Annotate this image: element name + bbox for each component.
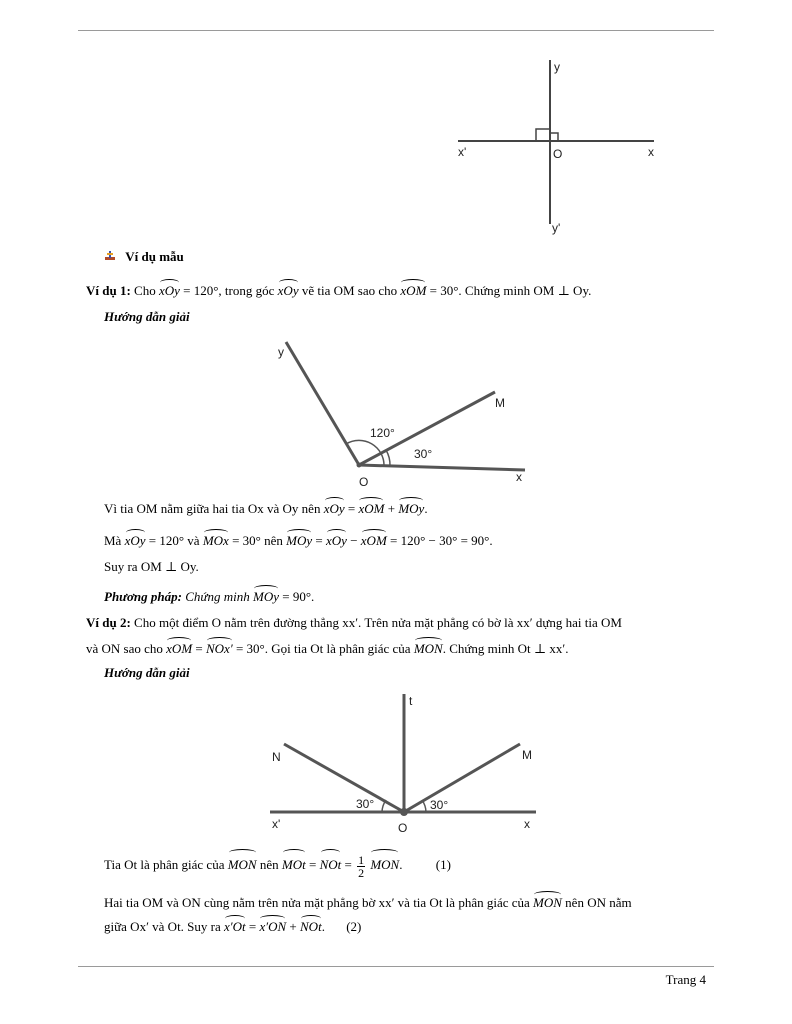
fraction-numerator: 1 xyxy=(358,852,365,867)
method-value: = 90°. xyxy=(282,589,315,604)
angle-xom: xOM xyxy=(358,501,385,516)
guide-label-1: Hướng dẫn giải xyxy=(104,309,190,324)
angle-moy: MOy xyxy=(398,501,425,516)
angle-mon: MON xyxy=(533,895,562,910)
angle-xprime-on: x′ON xyxy=(259,919,287,934)
fig3-label-o: O xyxy=(398,821,408,835)
example2-line2 xyxy=(86,640,568,658)
fig1-label-o: O xyxy=(553,147,563,161)
angle-moy: MOy xyxy=(286,533,313,548)
fig1-label-x: x xyxy=(648,145,654,159)
example1-text: = 30°. Chứng minh OM ⊥ Oy. xyxy=(429,283,592,298)
header-rule xyxy=(78,30,714,31)
plus-sign: + xyxy=(387,501,396,516)
solution1-line2 xyxy=(104,532,493,550)
angle-xom: xOM xyxy=(166,641,193,656)
equals-sign: = xyxy=(248,919,257,934)
angle-xprime-ot: x′Ot xyxy=(224,919,246,934)
angle-xoy: xOy xyxy=(277,283,299,298)
fig1-label-yprime: y' xyxy=(552,221,561,235)
angle-mon: MON xyxy=(413,641,443,656)
angle-mon: MON xyxy=(228,852,257,878)
example2-text: . Chứng minh Ot ⊥ xx′. xyxy=(442,641,569,656)
equals-sign: = xyxy=(195,641,203,656)
angle-xoy: xOy xyxy=(323,501,345,516)
equation-number-1: (1) xyxy=(435,857,451,872)
example2-line1 xyxy=(86,614,622,632)
plus-sign: + xyxy=(289,919,297,934)
angle-not: NOt xyxy=(300,919,322,934)
equals-sign: = xyxy=(315,533,323,548)
solution2-line2 xyxy=(104,894,632,912)
equals-sign: = xyxy=(344,857,352,872)
fraction-denominator: 2 xyxy=(358,865,365,880)
fig2-label-o: O xyxy=(359,475,369,489)
fig1-label-y: y xyxy=(554,60,560,74)
fig3-label-xprime: x' xyxy=(272,817,281,831)
solution2-line1 xyxy=(104,852,451,879)
solution1-line1 xyxy=(104,500,428,518)
solution-text: Vì tia OM nằm giữa hai tia Ox và Oy nên xyxy=(104,501,321,516)
angle-mot: MOt xyxy=(282,852,306,878)
angle-xoy: xOy xyxy=(158,283,180,298)
example2-text: = 30°. Gọi tia Ot là phân giác của xyxy=(235,641,411,656)
angle-not: NOt xyxy=(320,852,342,878)
equation-number-2: (2) xyxy=(346,919,362,934)
footer-rule xyxy=(78,966,714,967)
section-title-text: Ví dụ mẫu xyxy=(125,249,184,264)
solution-text: Mà xyxy=(104,533,122,548)
example1-text: vẽ tia OM sao cho xyxy=(301,283,398,298)
solution-text: Tia Ot là phân giác của xyxy=(104,857,225,872)
fig2-label-m: M xyxy=(495,396,505,410)
guide-label-2: Hướng dẫn giải xyxy=(104,665,190,680)
angle-mon: MON xyxy=(370,852,399,878)
period: . xyxy=(399,857,403,872)
angle-xom: xOM xyxy=(400,283,427,298)
fig3-label-x: x xyxy=(524,817,530,831)
example1-text: Cho xyxy=(134,283,156,298)
angle-moy: MOy xyxy=(253,589,279,604)
fig2-label-x: x xyxy=(516,470,522,484)
period: . xyxy=(424,501,428,516)
minus-sign: − xyxy=(350,533,358,548)
equals-sign: = xyxy=(347,501,356,516)
angle-xoy: xOy xyxy=(124,533,146,548)
fig2-label-120: 120° xyxy=(370,426,395,440)
figure-perpendicular-lines xyxy=(440,52,680,242)
fig3-label-m: M xyxy=(522,748,532,762)
fig3-label-n: N xyxy=(272,750,281,764)
fig3-label-30-right: 30° xyxy=(430,798,449,812)
example1-text: = 120°, trong góc xyxy=(183,283,275,298)
angle-xom: xOM xyxy=(360,533,387,548)
example2-text: và ON sao cho xyxy=(86,641,163,656)
bookmark-icon xyxy=(104,249,116,261)
solution-text: Hai tia OM và ON cùng nằm trên nửa mặt phẳng bờ xx′ và tia Ot là phân giác của xyxy=(104,895,530,910)
method-label: Phương pháp: xyxy=(104,589,182,604)
example1-label: Ví dụ 1: xyxy=(86,283,131,298)
angle-xoy: xOy xyxy=(326,533,347,548)
solution1-line3: Suy ra OM ⊥ Oy. xyxy=(104,559,199,574)
solution-text: = 30° nên xyxy=(232,533,283,548)
angle-nox-prime: NOx′ xyxy=(206,641,233,656)
fig2-label-y: y xyxy=(278,345,284,359)
example2-text: Cho một điểm O nằm trên đường thẳng xx′. Trên nửa mặt phẳng có bờ là xx′ dựng hai tia OM xyxy=(134,615,622,630)
solution-text: = 120° − 30° = 90°. xyxy=(390,533,493,548)
figure-angle-xoy xyxy=(270,336,550,496)
equals-sign: = xyxy=(308,857,317,872)
solution-text: nên ON nằm xyxy=(565,895,632,910)
angle-mox: MOx xyxy=(202,533,229,548)
example1-statement xyxy=(86,282,591,300)
section-title xyxy=(104,248,184,266)
period: . xyxy=(321,919,325,934)
fig1-label-xprime: x' xyxy=(458,145,467,159)
fraction-one-half xyxy=(357,854,365,879)
solution-text: giữa Ox′ và Ot. Suy ra xyxy=(104,919,221,934)
fig3-label-t: t xyxy=(409,694,413,708)
example2-label: Ví dụ 2: xyxy=(86,615,131,630)
method-text: Chứng minh xyxy=(185,589,250,604)
solution-text: nên xyxy=(259,857,279,872)
solution-text: = 120° và xyxy=(148,533,200,548)
page-number: Trang 4 xyxy=(665,972,706,987)
method-line xyxy=(104,588,314,606)
fig2-label-30: 30° xyxy=(414,447,433,461)
figure-bisector xyxy=(262,688,552,838)
fig3-label-30-left: 30° xyxy=(356,797,375,811)
solution2-line3 xyxy=(104,918,361,936)
